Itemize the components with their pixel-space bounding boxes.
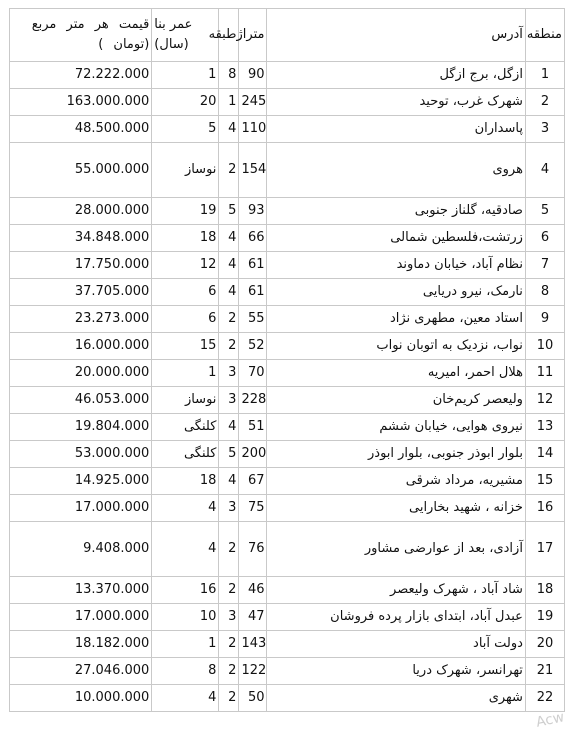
- cell-area: 228: [239, 387, 267, 414]
- cell-region: 11: [525, 360, 564, 387]
- cell-region: 1: [525, 62, 564, 89]
- cell-address: دولت آباد: [267, 631, 525, 658]
- cell-price: 13.370.000: [10, 577, 152, 604]
- cell-region: 22: [525, 685, 564, 712]
- header-address: آدرس: [267, 9, 525, 62]
- cell-price: 17.000.000: [10, 604, 152, 631]
- cell-area: 110: [239, 116, 267, 143]
- cell-age: 19: [152, 198, 219, 225]
- cell-region: 17: [525, 522, 564, 577]
- cell-price: 72.222.000: [10, 62, 152, 89]
- cell-age: 12: [152, 252, 219, 279]
- cell-address: خزانه ، شهید بخارایی: [267, 495, 525, 522]
- cell-region: 16: [525, 495, 564, 522]
- cell-region: 18: [525, 577, 564, 604]
- cell-region: 8: [525, 279, 564, 306]
- cell-address: نارمک، نیرو دریایی: [267, 279, 525, 306]
- cell-area: 50: [239, 685, 267, 712]
- cell-address: شهرک غرب، توحید: [267, 89, 525, 116]
- cell-floor: 4: [219, 252, 239, 279]
- cell-area: 61: [239, 252, 267, 279]
- table-row: [10, 89, 565, 116]
- cell-address: عبدل آباد، ابتدای بازار پرده فروشان: [267, 604, 525, 631]
- cell-region: 7: [525, 252, 564, 279]
- watermark-logo: Acw: [534, 709, 566, 731]
- table-row: [10, 658, 565, 685]
- cell-address: پاسداران: [267, 116, 525, 143]
- table-row: [10, 522, 565, 577]
- cell-age: کلنگی: [152, 441, 219, 468]
- cell-region: 5: [525, 198, 564, 225]
- cell-price: 27.046.000: [10, 658, 152, 685]
- cell-age: 4: [152, 522, 219, 577]
- cell-age: 15: [152, 333, 219, 360]
- cell-area: 47: [239, 604, 267, 631]
- cell-floor: 2: [219, 306, 239, 333]
- cell-region: 19: [525, 604, 564, 631]
- table-row: [10, 62, 565, 89]
- cell-age: 4: [152, 495, 219, 522]
- cell-floor: 2: [219, 143, 239, 198]
- cell-price: 19.804.000: [10, 414, 152, 441]
- cell-area: 52: [239, 333, 267, 360]
- cell-age: 18: [152, 225, 219, 252]
- table-row: [10, 414, 565, 441]
- table-row: [10, 333, 565, 360]
- cell-address: شهری: [267, 685, 525, 712]
- cell-price: 28.000.000: [10, 198, 152, 225]
- cell-region: 3: [525, 116, 564, 143]
- cell-price: 14.925.000: [10, 468, 152, 495]
- cell-area: 90: [239, 62, 267, 89]
- cell-floor: 4: [219, 279, 239, 306]
- cell-region: 2: [525, 89, 564, 116]
- cell-area: 51: [239, 414, 267, 441]
- cell-price: 20.000.000: [10, 360, 152, 387]
- cell-region: 20: [525, 631, 564, 658]
- cell-floor: 2: [219, 658, 239, 685]
- cell-area: 122: [239, 658, 267, 685]
- cell-address: نظام آباد، خیابان دماوند: [267, 252, 525, 279]
- cell-floor: 2: [219, 631, 239, 658]
- table-row: [10, 685, 565, 712]
- cell-price: 9.408.000: [10, 522, 152, 577]
- cell-price: 55.000.000: [10, 143, 152, 198]
- cell-floor: 2: [219, 577, 239, 604]
- cell-price: 163.000.000: [10, 89, 152, 116]
- cell-price: 16.000.000: [10, 333, 152, 360]
- cell-age: نوساز: [152, 143, 219, 198]
- cell-age: 4: [152, 685, 219, 712]
- cell-area: 200: [239, 441, 267, 468]
- table-row: [10, 604, 565, 631]
- cell-area: 93: [239, 198, 267, 225]
- cell-area: 66: [239, 225, 267, 252]
- table-row: [10, 631, 565, 658]
- table-row: [10, 252, 565, 279]
- cell-region: 4: [525, 143, 564, 198]
- cell-age: 5: [152, 116, 219, 143]
- cell-address: ولیعصر کریم‌خان: [267, 387, 525, 414]
- cell-area: 76: [239, 522, 267, 577]
- cell-address: آزادی، بعد از عوارضی مشاور: [267, 522, 525, 577]
- cell-price: 17.000.000: [10, 495, 152, 522]
- table-row: [10, 225, 565, 252]
- cell-region: 21: [525, 658, 564, 685]
- table-row: [10, 116, 565, 143]
- cell-floor: 2: [219, 333, 239, 360]
- cell-age: 1: [152, 62, 219, 89]
- price-table: [9, 8, 565, 712]
- cell-floor: 4: [219, 225, 239, 252]
- cell-area: 46: [239, 577, 267, 604]
- cell-floor: 4: [219, 414, 239, 441]
- cell-area: 61: [239, 279, 267, 306]
- header-region: منطقه: [525, 9, 564, 62]
- table-row: [10, 279, 565, 306]
- cell-floor: 5: [219, 198, 239, 225]
- cell-price: 48.500.000: [10, 116, 152, 143]
- cell-area: 143: [239, 631, 267, 658]
- cell-price: 10.000.000: [10, 685, 152, 712]
- cell-region: 10: [525, 333, 564, 360]
- cell-area: 75: [239, 495, 267, 522]
- cell-area: 67: [239, 468, 267, 495]
- cell-address: صادقیه، گلناز جنوبی: [267, 198, 525, 225]
- cell-region: 6: [525, 225, 564, 252]
- table-row: [10, 387, 565, 414]
- cell-floor: 5: [219, 441, 239, 468]
- cell-age: 8: [152, 658, 219, 685]
- table-row: [10, 143, 565, 198]
- table-row: [10, 198, 565, 225]
- cell-age: نوساز: [152, 387, 219, 414]
- table-row: [10, 468, 565, 495]
- header-floor: طبقه: [219, 9, 239, 62]
- cell-address: شاد آباد ، شهرک ولیعصر: [267, 577, 525, 604]
- cell-price: 18.182.000: [10, 631, 152, 658]
- cell-floor: 1: [219, 89, 239, 116]
- header-area: متراژ: [239, 9, 267, 62]
- cell-floor: 2: [219, 522, 239, 577]
- cell-area: 55: [239, 306, 267, 333]
- cell-floor: 8: [219, 62, 239, 89]
- table-row: [10, 441, 565, 468]
- header-row: [10, 9, 565, 62]
- cell-price: 34.848.000: [10, 225, 152, 252]
- cell-address: هلال احمر، امیریه: [267, 360, 525, 387]
- cell-region: 14: [525, 441, 564, 468]
- header-price: قیمت هر متر مربع (تومان ): [10, 9, 152, 62]
- cell-address: بلوار ابوذر جنوبی، بلوار ابوذر: [267, 441, 525, 468]
- cell-address: نواب، نزدیک به اتوبان نواب: [267, 333, 525, 360]
- table-row: [10, 360, 565, 387]
- cell-address: هروی: [267, 143, 525, 198]
- cell-area: 245: [239, 89, 267, 116]
- cell-floor: 3: [219, 387, 239, 414]
- cell-floor: 3: [219, 360, 239, 387]
- cell-area: 70: [239, 360, 267, 387]
- cell-age: کلنگی: [152, 414, 219, 441]
- table-row: [10, 306, 565, 333]
- cell-age: 1: [152, 631, 219, 658]
- cell-address: زرتشت،فلسطین شمالی: [267, 225, 525, 252]
- cell-floor: 4: [219, 468, 239, 495]
- cell-age: 1: [152, 360, 219, 387]
- cell-address: نیروی هوایی، خیابان ششم: [267, 414, 525, 441]
- cell-floor: 4: [219, 116, 239, 143]
- cell-age: 10: [152, 604, 219, 631]
- table-row: [10, 577, 565, 604]
- cell-floor: 2: [219, 685, 239, 712]
- cell-age: 6: [152, 306, 219, 333]
- cell-floor: 3: [219, 495, 239, 522]
- cell-address: مشیریه، مرداد شرقی: [267, 468, 525, 495]
- cell-address: ازگل، برج ازگل: [267, 62, 525, 89]
- cell-age: 20: [152, 89, 219, 116]
- cell-price: 23.273.000: [10, 306, 152, 333]
- cell-address: تهرانسر، شهرک دریا: [267, 658, 525, 685]
- cell-region: 12: [525, 387, 564, 414]
- cell-age: 16: [152, 577, 219, 604]
- cell-region: 13: [525, 414, 564, 441]
- header-age: عمر بنا (سال): [152, 9, 219, 62]
- cell-area: 154: [239, 143, 267, 198]
- table-body: [10, 62, 565, 712]
- cell-age: 6: [152, 279, 219, 306]
- cell-region: 9: [525, 306, 564, 333]
- table-row: [10, 495, 565, 522]
- cell-region: 15: [525, 468, 564, 495]
- cell-price: 46.053.000: [10, 387, 152, 414]
- cell-address: استاد معین، مطهری نژاد: [267, 306, 525, 333]
- cell-price: 17.750.000: [10, 252, 152, 279]
- cell-price: 37.705.000: [10, 279, 152, 306]
- cell-age: 18: [152, 468, 219, 495]
- cell-floor: 3: [219, 604, 239, 631]
- cell-price: 53.000.000: [10, 441, 152, 468]
